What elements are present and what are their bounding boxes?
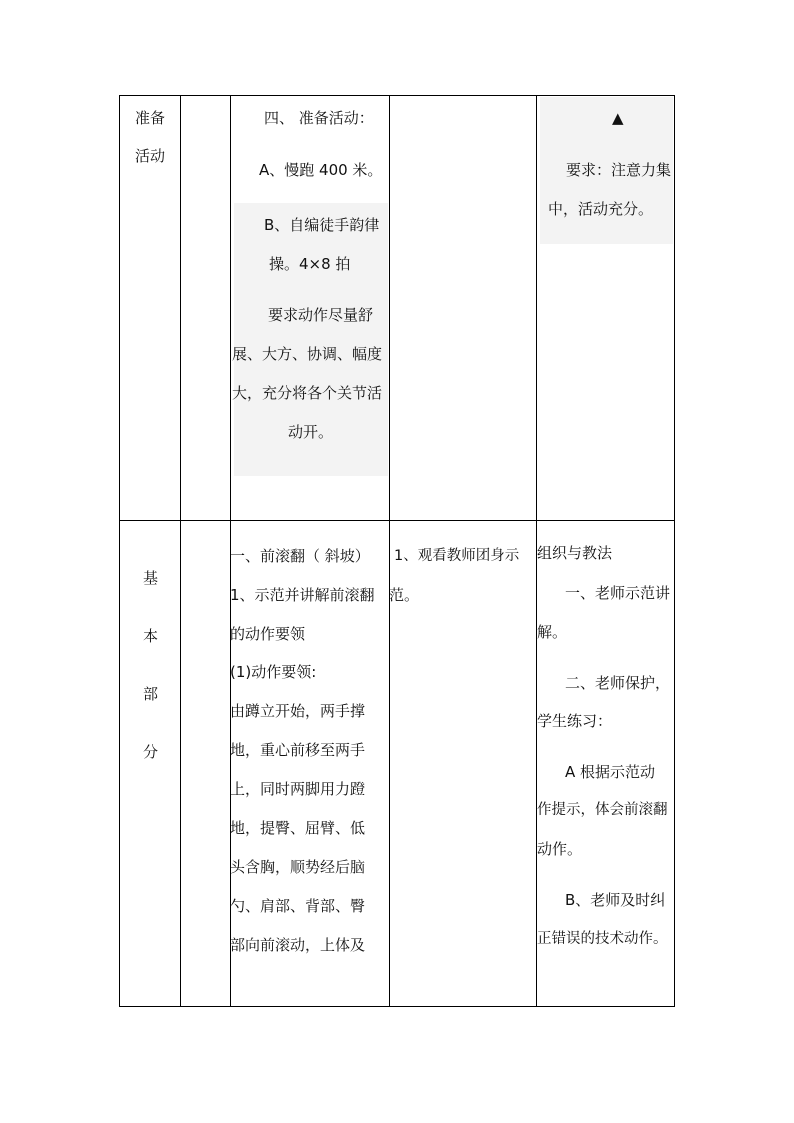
main-content-line1: 一、前滚翻（ 斜坡） <box>230 547 370 565</box>
main-content-line11: 部向前滚动，上体及 <box>230 936 366 954</box>
col-border-left <box>119 95 120 1007</box>
student-activity-line2: 范。 <box>389 586 420 604</box>
warmup-label-line2: 活动 <box>135 147 166 165</box>
main-content-line3: 的动作要领 <box>230 625 306 643</box>
main-content-line9: 头含胸，顺势经后脑 <box>230 858 366 876</box>
main-label-char-1: 基 <box>143 569 159 587</box>
main-content-line7: 上，同时两脚用力蹬 <box>230 780 366 798</box>
main-label-char-4: 分 <box>143 743 159 761</box>
org-method-line7: 动作。 <box>537 840 583 858</box>
org-method-line9: 正错误的技术动作。 <box>537 931 668 947</box>
col-border-right <box>674 95 675 1007</box>
main-content-line4: (1)动作要领: <box>230 663 317 681</box>
warmup-heading: 四、 准备活动： <box>264 109 374 127</box>
org-method-line5: A 根据示范动 <box>565 763 656 781</box>
warmup-req-line4: 动开。 <box>288 423 334 441</box>
main-label-char-2: 本 <box>143 627 159 645</box>
main-content-line6: 地，重心前移至两手 <box>230 741 366 759</box>
warmup-req-line2: 展、大方、协调、幅度 <box>232 345 383 363</box>
warmup-org-req-line2: 中，活动充分。 <box>548 200 654 218</box>
warmup-item-b-line2: 操。4×8 拍 <box>269 255 351 273</box>
org-method-line8: B、老师及时纠 <box>565 891 666 909</box>
table-bottom-border <box>119 1006 675 1007</box>
main-label-char-3: 部 <box>143 685 159 703</box>
formation-triangle-icon: ▲ <box>612 109 624 127</box>
org-method-line3: 二、老师保护， <box>565 674 671 692</box>
table-top-border <box>119 95 675 96</box>
org-method-title: 组织与教法 <box>537 544 613 562</box>
warmup-label-line1: 准备 <box>135 109 166 127</box>
col-divider-1 <box>180 95 181 1007</box>
student-activity-line1: 1、观看教师团身示 <box>394 548 520 564</box>
org-method-line6: 作提示，体会前滚翻 <box>537 802 668 818</box>
org-method-line4: 学生练习： <box>537 712 613 730</box>
org-method-line2: 解。 <box>537 623 568 641</box>
main-content-line10: 勺、肩部、背部、臀 <box>230 897 366 915</box>
warmup-req-line3: 大，充分将各个关节活 <box>232 384 383 402</box>
main-content-line5: 由蹲立开始，两手撑 <box>230 702 366 720</box>
main-content-line8: 地，提臀、屈臂、低 <box>230 819 366 837</box>
warmup-item-a: A、慢跑 400 米。 <box>259 161 383 179</box>
org-method-line1: 一、老师示范讲 <box>565 584 671 602</box>
warmup-org-req-line1: 要求：注意力集 <box>566 161 672 179</box>
warmup-req-line1: 要求动作尽量舒 <box>268 306 374 324</box>
main-content-line2: 1、示范并讲解前滚翻 <box>230 586 375 604</box>
row-divider <box>119 520 675 521</box>
col-divider-3 <box>389 95 390 1007</box>
warmup-item-b-line1: B、自编徒手韵律 <box>264 216 380 234</box>
